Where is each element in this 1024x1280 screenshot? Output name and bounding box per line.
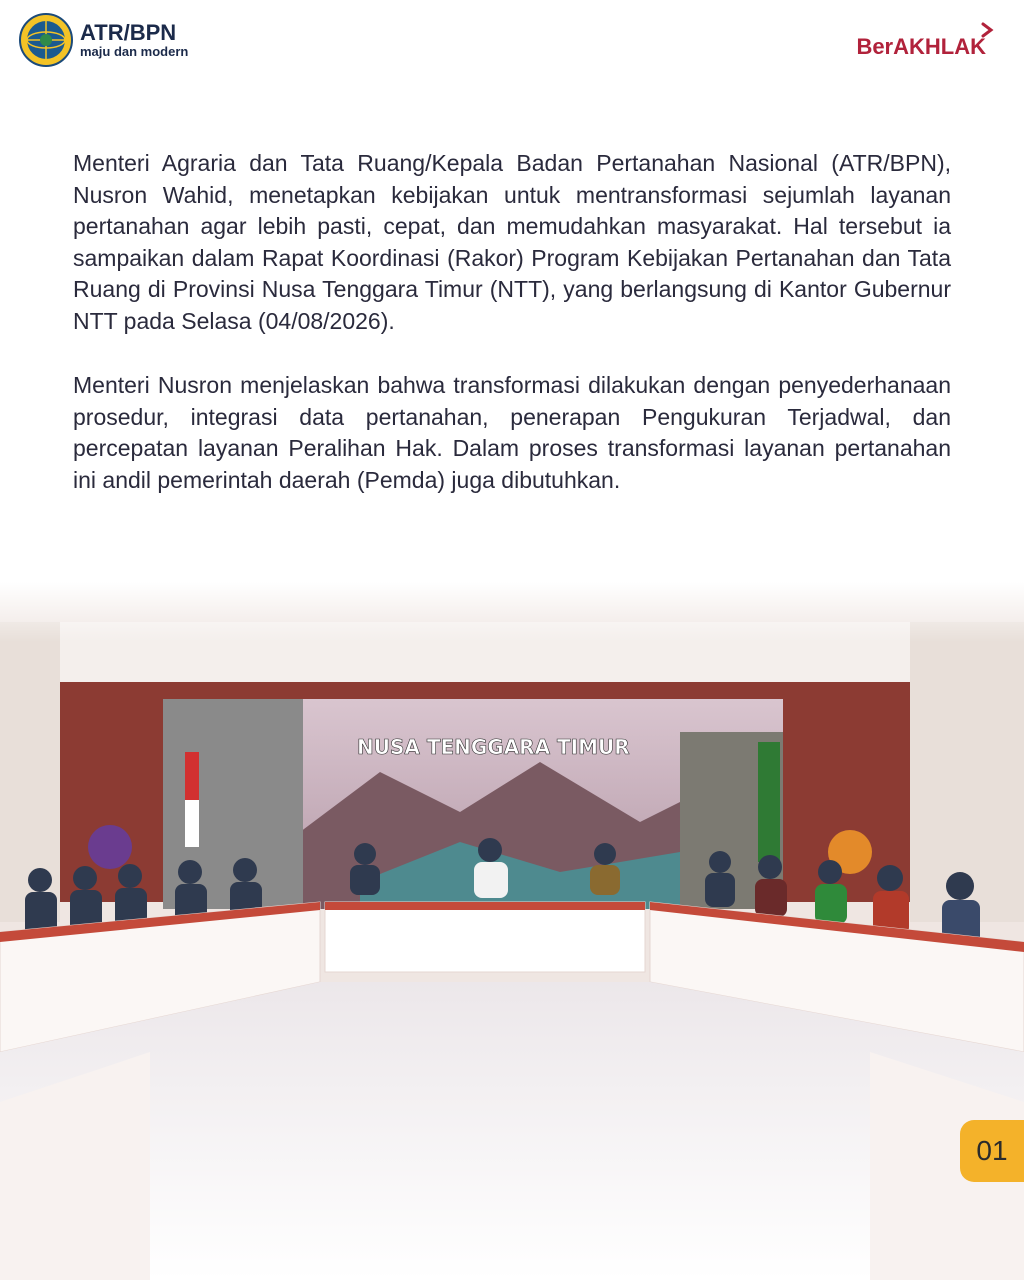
logo-subtitle: maju dan modern xyxy=(80,44,189,59)
campaign-logo: BerAKHLAK xyxy=(856,34,986,59)
banner-title: NUSA TENGGARA TIMUR xyxy=(357,735,630,759)
article-body xyxy=(73,148,951,529)
page-number-badge: 01 xyxy=(960,1120,1024,1182)
atr-bpn-emblem-icon xyxy=(18,12,74,68)
article-paragraph-1: Menteri Agraria dan Tata Ruang/Kepala Badan Pertanahan Nasional (ATR/BPN), Nusron Wahid, menetapkan kebijakan untuk mentransformasi sejumlah layanan pertanahan agar lebih pasti, cepat, dan memudahkan masyarakat. Hal tersebut ia sampaikan dalam Rapat Koordinasi (Rakor) Program Kebijakan Pertanahan dan Tata Ruang di Provinsi Nusa Tenggara Timur (NTT), yang berlangsung di Kantor Gubernur NTT pada Selasa (04/08/2026). xyxy=(73,150,951,334)
logo xyxy=(18,12,188,68)
meeting-room-photo xyxy=(0,582,1024,1280)
logo-title: ATR/BPN xyxy=(80,20,177,45)
article-paragraph-2: Menteri Nusron menjelaskan bahwa transformasi dilakukan dengan penyederhanaan prosedur, integrasi data pertanahan, penerapan Pengukuran Terjadwal, dan percepatan layanan Peralihan Hak. Dalam proses transformasi layanan pertanahan ini andil pemerintah daerah (Pemda) juga dibutuhkan. xyxy=(73,372,951,493)
